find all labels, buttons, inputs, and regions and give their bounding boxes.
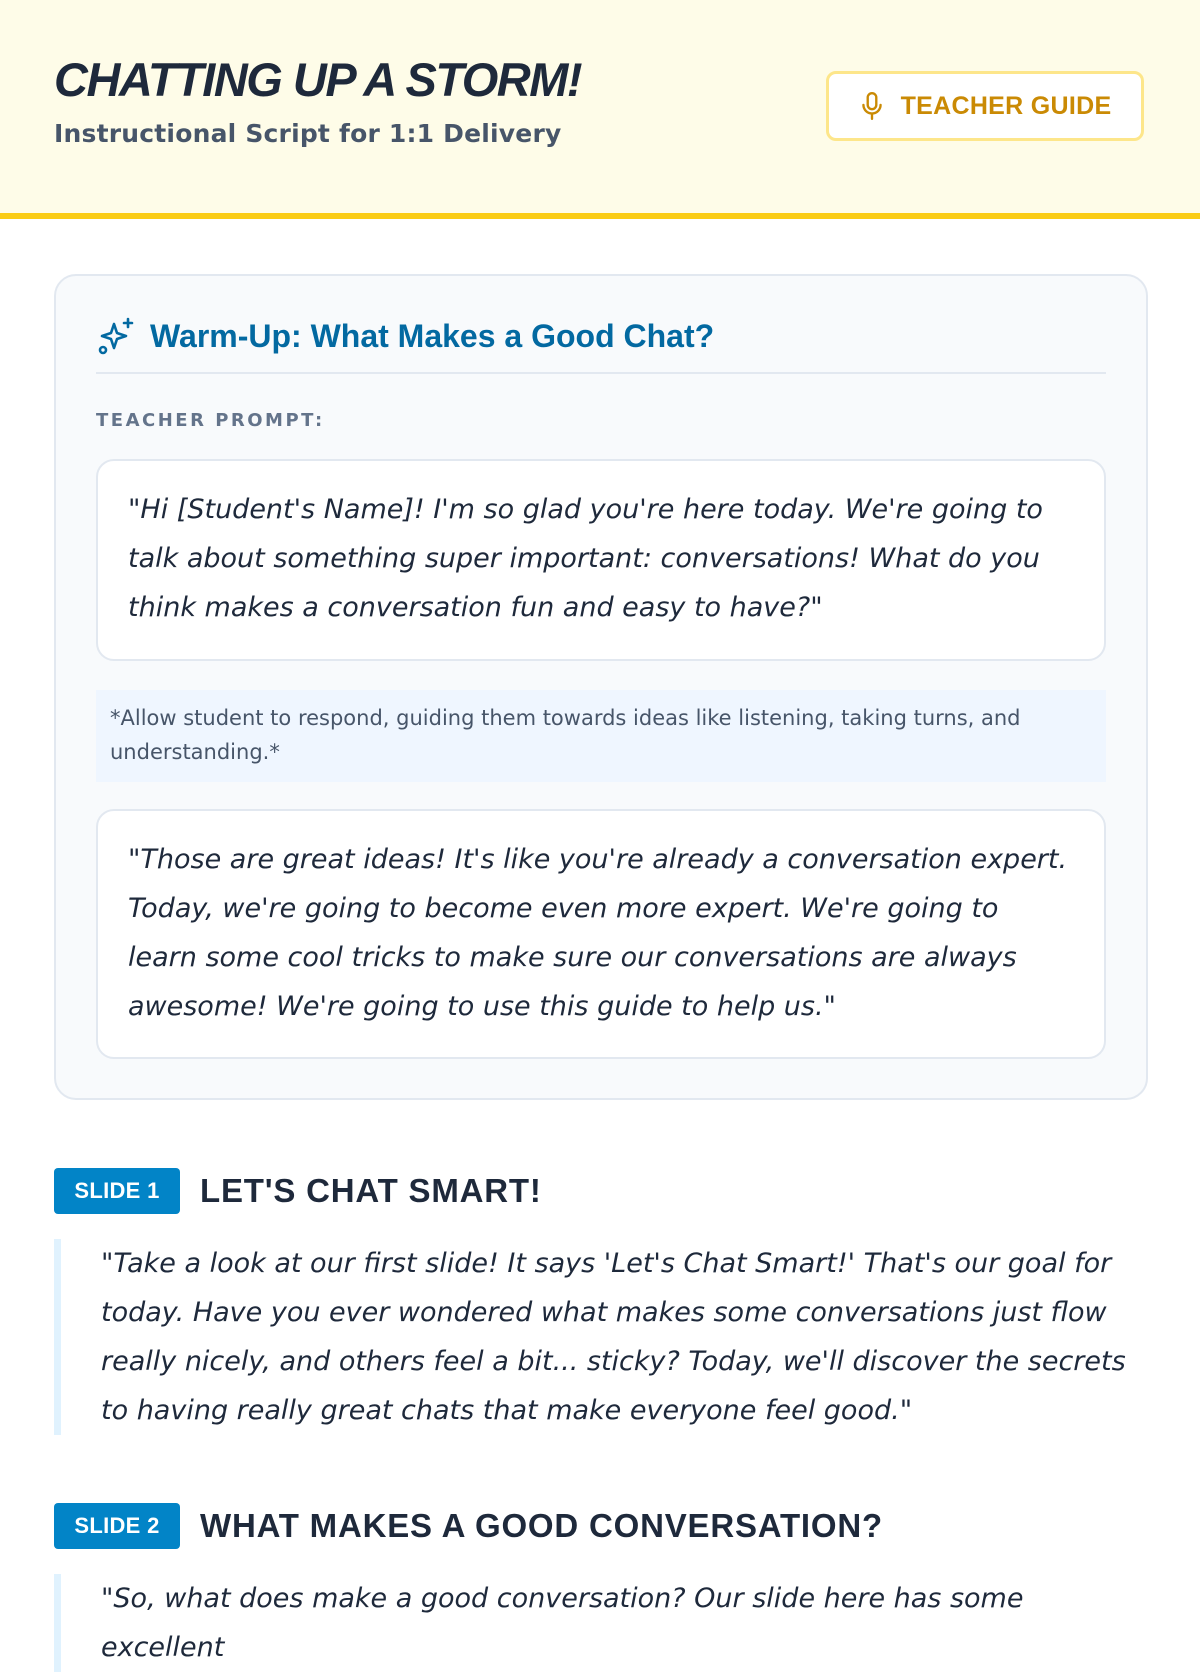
slide-badge: SLIDE 2 xyxy=(54,1503,180,1549)
microphone-icon xyxy=(859,91,885,121)
page-header xyxy=(0,0,1200,219)
slide-title: LET'S CHAT SMART! xyxy=(200,1172,542,1209)
slide-script: "Take a look at our first slide! It says 'Let's Chat Smart!' That's our goal for today. Have you ever wondered what makes some conversations just flow really nicely, and others feel a bit... sticky? Today, we'll discover the secrets to having really great chats that make everyone feel good." xyxy=(54,1239,1148,1435)
slide-badge: SLIDE 1 xyxy=(54,1168,180,1214)
slide-section-1 xyxy=(54,1167,1148,1435)
teacher-followup-quote: "Those are great ideas! It's like you're already a conversation expert. Today, we're going to become even more expert. We're going to learn some cool tricks to make sure our conversations are always awesome! We're going to use this guide to help us." xyxy=(96,809,1106,1059)
slide-title: WHAT MAKES A GOOD CONVERSATION? xyxy=(200,1507,883,1544)
teacher-guide-label: TEACHER GUIDE xyxy=(900,91,1112,120)
teacher-prompt-label: TEACHER PROMPT: xyxy=(96,410,325,431)
page-title: CHATTING UP A STORM! xyxy=(54,53,582,106)
page-subtitle: Instructional Script for 1:1 Delivery xyxy=(54,119,562,148)
sparkles-icon xyxy=(96,316,136,356)
slide-header xyxy=(54,1502,1148,1550)
warmup-title: Warm-Up: What Makes a Good Chat? xyxy=(150,318,715,354)
teacher-prompt-quote: "Hi [Student's Name]! I'm so glad you're here today. We're going to talk about something super important: conversations! What do you think makes a conversation fun and easy to have?" xyxy=(96,459,1106,661)
teacher-guide-button[interactable] xyxy=(826,71,1144,141)
slide-section-2 xyxy=(54,1502,1148,1672)
warmup-header xyxy=(96,316,1106,374)
teacher-note: *Allow student to respond, guiding them towards ideas like listening, taking turns, and understanding.* xyxy=(96,690,1106,782)
slide-header xyxy=(54,1167,1148,1215)
warmup-card xyxy=(54,274,1148,1100)
slide-script: "So, what does make a good conversation? Our slide here has some excellent xyxy=(54,1574,1148,1672)
